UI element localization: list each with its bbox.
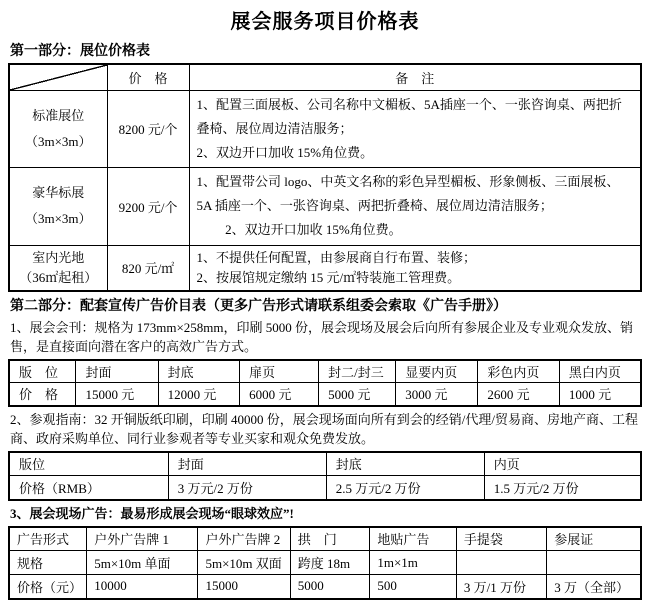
header-cell: 封底 <box>326 452 484 476</box>
header-cell: 显要内页 <box>396 360 478 383</box>
booth-note-cell <box>189 90 641 167</box>
booth-table-header-row <box>9 64 641 90</box>
price-cell: 6000 元 <box>240 383 319 406</box>
booth-note-cell <box>189 245 641 291</box>
row-label-cell: 规格 <box>9 551 87 575</box>
booth-size: （3m×3m） <box>24 133 92 149</box>
header-cell: 广告形式 <box>9 527 87 551</box>
note-line: 2、双边开口加收 15%角位费。 <box>196 144 374 160</box>
spec-cell: 跨度 18m <box>290 551 370 575</box>
header-cell: 版位 <box>9 452 168 476</box>
row-label-cell: 价 格 <box>9 383 76 406</box>
price-cell: 10000 <box>87 575 198 599</box>
price-cell: 12000 元 <box>158 383 240 406</box>
price-cell: 3 万/1 万份 <box>456 575 546 599</box>
diagonal-header-cell <box>9 64 107 90</box>
price-cell: 2.5 万元/2 万份 <box>326 476 484 500</box>
booth-note-cell <box>189 167 641 245</box>
journal-ad-price-table <box>8 359 642 407</box>
header-cell: 封底 <box>158 360 240 383</box>
booth-size: （36㎡起租） <box>19 269 98 285</box>
note-line: 1、配置三面展板、公司名称中文楣板、5A插座一个、一张咨询桌、两把折叠椅、展位周边清洁服务； <box>196 96 622 136</box>
header-cell: 封面 <box>76 360 158 383</box>
journal-description: 1、展会会刊：规格为 173mm×258mm，印刷 5000 份，展会现场及展会后向所有参展企业及专业观众发放、销售，是直接面向潜在客户的高效广告方式。 <box>10 319 634 354</box>
row-label-cell: 价格（元） <box>9 575 87 599</box>
price-cell: 3 万（全部） <box>547 575 641 599</box>
guide-price-row <box>9 476 641 500</box>
onsite-price-row <box>9 575 641 599</box>
section1-heading: 第一部分：展位价格表 <box>10 44 150 59</box>
spec-cell: 1m×1m <box>370 551 457 575</box>
header-cell: 参展证 <box>547 527 641 551</box>
booth-price-table <box>8 63 642 292</box>
journal-price-row <box>9 383 641 406</box>
header-cell: 封二/封三 <box>319 360 396 383</box>
price-cell: 3000 元 <box>396 383 478 406</box>
booth-price-cell: 9200 元/个 <box>107 167 189 245</box>
price-cell: 3 万元/2 万份 <box>168 476 326 500</box>
header-cell: 黑白内页 <box>559 360 641 383</box>
spec-cell: 5m×10m 双面 <box>198 551 290 575</box>
price-column-header: 价 格 <box>107 64 189 90</box>
guide-description: 2、参观指南：32 开铜版纸印刷，印刷 40000 份，展会现场面向所有到会的经销/代理/贸易商、房地产商、工程商、政府采购单位、同行业参观者等专业买家和观众免费发放。 <box>10 411 638 446</box>
note-line: 1、配置带公司 logo、中英文名称的彩色异型楣板、形象侧板、三面展板、5A 插座一个、一张咨询桌、两把折叠椅、展位周边清洁服务； <box>196 174 620 213</box>
note-line: 2、按展馆规定缴纳 15 元/㎡特装施工管理费。 <box>196 269 461 285</box>
spec-cell: 5m×10m 单面 <box>87 551 198 575</box>
onsite-header-row <box>9 527 641 551</box>
table-row-standard-booth <box>9 90 641 167</box>
booth-name: 豪华标展 <box>32 185 85 200</box>
section2-heading: 第二部分：配套宣传广告价目表（更多广告形式请联系组委会索取《广告手册》） <box>10 298 507 314</box>
header-cell: 拱 门 <box>290 527 370 551</box>
booth-name-cell <box>9 245 107 291</box>
row-label-cell: 价格（RMB） <box>9 476 168 500</box>
booth-name-cell <box>9 90 107 167</box>
header-cell: 手提袋 <box>456 527 546 551</box>
journal-header-row <box>9 360 641 383</box>
note-column-header: 备 注 <box>189 64 641 90</box>
onsite-ad-description: 3、展会现场广告：最易形成展会现场“眼球效应”! <box>10 505 294 521</box>
booth-name: 室内光地 <box>32 249 85 265</box>
header-cell: 版 位 <box>9 360 76 383</box>
booth-name: 标准展位 <box>32 107 85 123</box>
note-line: 1、不提供任何配置，由参展商自行布置、装修； <box>196 249 477 265</box>
table-row-deluxe-booth <box>9 167 641 245</box>
note-line: 2、双边开口加收 15%角位费。 <box>225 222 402 237</box>
header-cell: 彩色内页 <box>478 360 560 383</box>
price-cell: 15000 <box>198 575 290 599</box>
header-cell: 扉页 <box>240 360 319 383</box>
onsite-ad-price-table <box>8 526 642 600</box>
booth-price-cell: 8200 元/个 <box>107 90 189 167</box>
price-cell: 1.5 万元/2 万份 <box>484 476 641 500</box>
booth-price-cell: 820 元/㎡ <box>107 245 189 291</box>
price-cell: 1000 元 <box>559 383 641 406</box>
guide-header-row <box>9 452 641 476</box>
page-title: 展会服务项目价格表 <box>230 11 420 33</box>
price-cell: 5000 元 <box>319 383 396 406</box>
header-cell: 内页 <box>484 452 641 476</box>
header-cell: 户外广告牌 2 <box>198 527 290 551</box>
header-cell: 封面 <box>168 452 326 476</box>
header-cell: 地贴广告 <box>370 527 457 551</box>
booth-size: （3m×3m） <box>24 211 92 226</box>
header-cell: 户外广告牌 1 <box>87 527 198 551</box>
booth-name-cell <box>9 167 107 245</box>
price-cell: 15000 元 <box>76 383 158 406</box>
price-cell: 500 <box>370 575 457 599</box>
visitor-guide-price-table <box>8 451 642 501</box>
table-row-raw-space <box>9 245 641 291</box>
price-cell: 2600 元 <box>478 383 560 406</box>
price-cell: 5000 <box>290 575 370 599</box>
